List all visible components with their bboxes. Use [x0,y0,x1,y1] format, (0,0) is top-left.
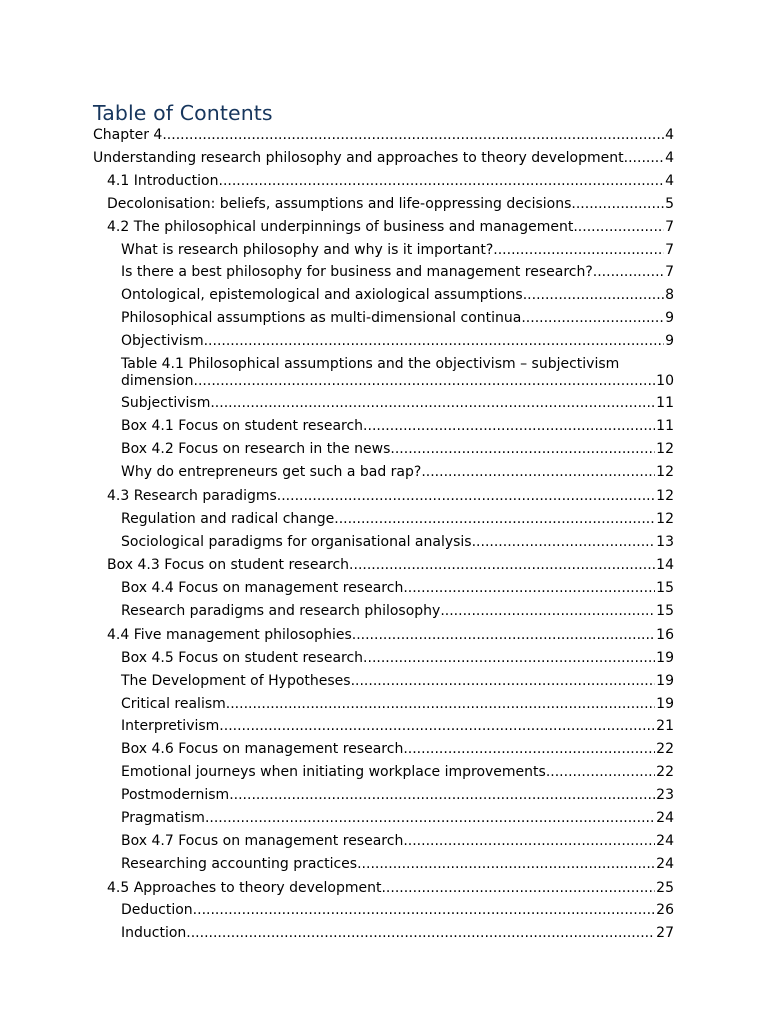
toc-entry-text: Box 4.2 Focus on research in the news [121,441,391,458]
toc-dot-leader [226,696,655,713]
toc-page-number: 7 [665,264,674,281]
toc-entry[interactable] [121,534,674,551]
toc-entry-text: 4.2 The philosophical underpinnings of business and management [107,218,574,235]
toc-dot-leader [351,673,656,690]
toc-entry[interactable] [121,511,674,528]
toc-dot-leader [624,150,664,167]
toc-entry[interactable] [121,287,674,304]
toc-entry[interactable] [121,696,674,713]
toc-entry-text: Critical realism [121,695,226,712]
toc-page-number: 21 [656,718,674,735]
toc-entry[interactable] [121,441,674,458]
toc-dot-leader [403,580,655,597]
toc-page-number: 15 [656,580,674,597]
toc-entry[interactable] [121,741,674,758]
toc-page-number: 14 [656,557,674,574]
toc-entry-text: Box 4.4 Focus on management research [121,580,404,597]
toc-entry[interactable] [121,902,674,919]
toc-dot-leader [493,242,664,259]
toc-entry-text: 4.4 Five management philosophies [107,626,352,643]
toc-dot-leader [162,127,664,144]
toc-entry-text: Sociological paradigms for organisational analysis [121,533,472,550]
toc-dot-leader [210,395,655,412]
toc-dot-leader [277,488,655,505]
toc-entry[interactable] [121,673,674,690]
toc-dot-leader [390,441,655,458]
toc-entry[interactable] [121,856,674,873]
toc-page-number: 10 [656,373,674,389]
toc-page-number: 13 [656,533,674,550]
toc-dot-leader [205,810,655,827]
toc-entry[interactable] [107,173,674,190]
toc-dot-leader [186,925,655,942]
toc-dot-leader [193,902,656,919]
toc-dot-leader [229,787,655,804]
toc-page-number: 12 [656,487,674,504]
toc-dot-leader [219,718,655,735]
toc-page-number: 12 [656,464,674,481]
toc-dot-leader [204,333,664,350]
toc-entry-text: Researching accounting practices [121,855,358,872]
toc-entry-text: The Development of Hypotheses [121,672,351,689]
toc-page-number: 19 [656,672,674,689]
toc-entry-text: 4.5 Approaches to theory development [107,879,382,896]
toc-entry[interactable] [121,787,674,804]
toc-dot-leader [546,764,655,781]
toc-entry[interactable] [93,127,674,144]
toc-dot-leader [472,534,656,551]
toc-page-number: 19 [656,649,674,666]
toc-entry[interactable] [121,650,674,667]
toc-entry[interactable] [121,925,674,942]
toc-entry-text: 4.1 Introduction [107,172,219,189]
toc-page-number: 15 [656,603,674,620]
toc-page-number: 4 [665,149,674,166]
toc-entry-text: Decolonisation: beliefs, assumptions and life-oppressing decisions [107,195,572,212]
toc-entry[interactable] [121,464,674,481]
toc-entry[interactable] [121,580,674,597]
toc-dot-leader [421,464,655,481]
toc-dot-leader [571,196,664,213]
toc-entry-text: Deduction [121,902,193,919]
toc-entry-text: Is there a best philosophy for business and management research? [121,264,593,281]
toc-dot-leader [593,264,664,281]
toc-entry-text: Box 4.1 Focus on student research [121,418,364,435]
toc-dot-leader [381,880,655,897]
toc-entry-text: Ontological, epistemological and axiological assumptions [121,287,523,304]
toc-entry-text: Why do entrepreneurs get such a bad rap? [121,464,422,481]
toc-entry-text: Box 4.5 Focus on student research [121,649,364,666]
toc-entry[interactable] [121,718,674,735]
toc-entry[interactable] [121,333,674,350]
toc-dot-leader [403,741,655,758]
toc-page-number: 22 [656,741,674,758]
toc-page-number: 24 [656,855,674,872]
toc-dot-leader [523,287,664,304]
toc-entry[interactable] [107,219,674,236]
toc-dot-leader [363,650,655,667]
toc-entry-text: Pragmatism [121,810,205,826]
toc-entry-text: Philosophical assumptions as multi-dimensional continua [121,310,522,327]
toc-entry-text: Chapter 4 [93,127,163,143]
toc-dot-leader [194,373,656,390]
toc-entry[interactable] [107,196,674,213]
toc-page-number: 9 [665,310,674,327]
toc-entry[interactable] [121,833,674,850]
toc-page-number: 7 [665,241,674,258]
toc-dot-leader [349,557,655,574]
toc-page-number: 22 [656,764,674,781]
toc-entry-text-continued: dimension [121,373,194,389]
toc-page-number: 27 [656,925,674,942]
toc-entry-text: Regulation and radical change [121,510,335,527]
toc-page-number: 19 [656,695,674,712]
toc-page-number: 8 [665,287,674,304]
toc-entry[interactable] [107,627,674,644]
toc-entry[interactable] [121,418,674,435]
toc-page-number: 26 [656,902,674,919]
toc-dot-leader [403,833,655,850]
toc-entry[interactable] [107,488,674,505]
toc-page-number: 16 [656,626,674,643]
toc-dot-leader [363,418,655,435]
toc-page-number: 24 [656,832,674,849]
toc-entry[interactable] [121,603,674,620]
toc-page-number: 25 [656,879,674,896]
toc-dot-leader [352,627,655,644]
toc-page-number: 9 [665,333,674,350]
toc-entry-text: Emotional journeys when initiating workplace improvements [121,764,546,781]
toc-entry-text: Box 4.6 Focus on management research [121,741,404,758]
toc-entry[interactable] [93,150,674,167]
toc-entry-text: What is research philosophy and why is it important? [121,241,494,258]
toc-entry[interactable] [121,310,674,327]
toc-page-number: 23 [656,787,674,804]
toc-entry-text: Postmodernism [121,787,230,804]
toc-entry[interactable] [121,242,674,259]
toc-dot-leader [357,856,655,873]
toc-page-number: 11 [656,395,674,412]
toc-page-number: 5 [665,195,674,212]
toc-entry[interactable] [121,264,674,281]
toc-page-number: 4 [665,172,674,189]
toc-dot-leader [521,310,664,327]
toc-dot-leader [334,511,655,528]
toc-entry[interactable] [107,557,674,574]
toc-page-number: 11 [656,418,674,435]
toc-entry-text: Interpretivism [121,718,220,735]
toc-page-number: 4 [665,127,674,143]
toc-entry-text: Box 4.7 Focus on management research [121,832,404,849]
toc-entry[interactable] [121,764,674,781]
toc-entry-text: Objectivism [121,333,204,350]
toc-dot-leader [219,173,665,190]
toc-page-number: 12 [656,441,674,458]
toc-entry[interactable] [121,356,674,390]
toc-page-number: 12 [656,510,674,527]
toc-entry[interactable] [121,810,674,827]
toc-entry-text: Subjectivism [121,395,211,412]
toc-entry-text: Understanding research philosophy and approaches to theory development [93,149,624,166]
toc-page-number: 24 [656,810,674,826]
toc-page-number: 7 [665,218,674,235]
toc-dot-leader [573,219,664,236]
toc-dot-leader [440,603,655,620]
toc-entry-text: Induction [121,925,187,942]
toc-entry[interactable] [121,395,674,412]
toc-entry-text: Research paradigms and research philosophy [121,603,441,620]
toc-entry-text: Box 4.3 Focus on student research [107,557,350,574]
toc-entry-text: 4.3 Research paradigms [107,487,277,504]
toc-title: Table of Contents [93,101,273,125]
toc-entry-text: Table 4.1 Philosophical assumptions and the objectivism – subjectivism [121,356,620,372]
toc-entry[interactable] [107,880,674,897]
